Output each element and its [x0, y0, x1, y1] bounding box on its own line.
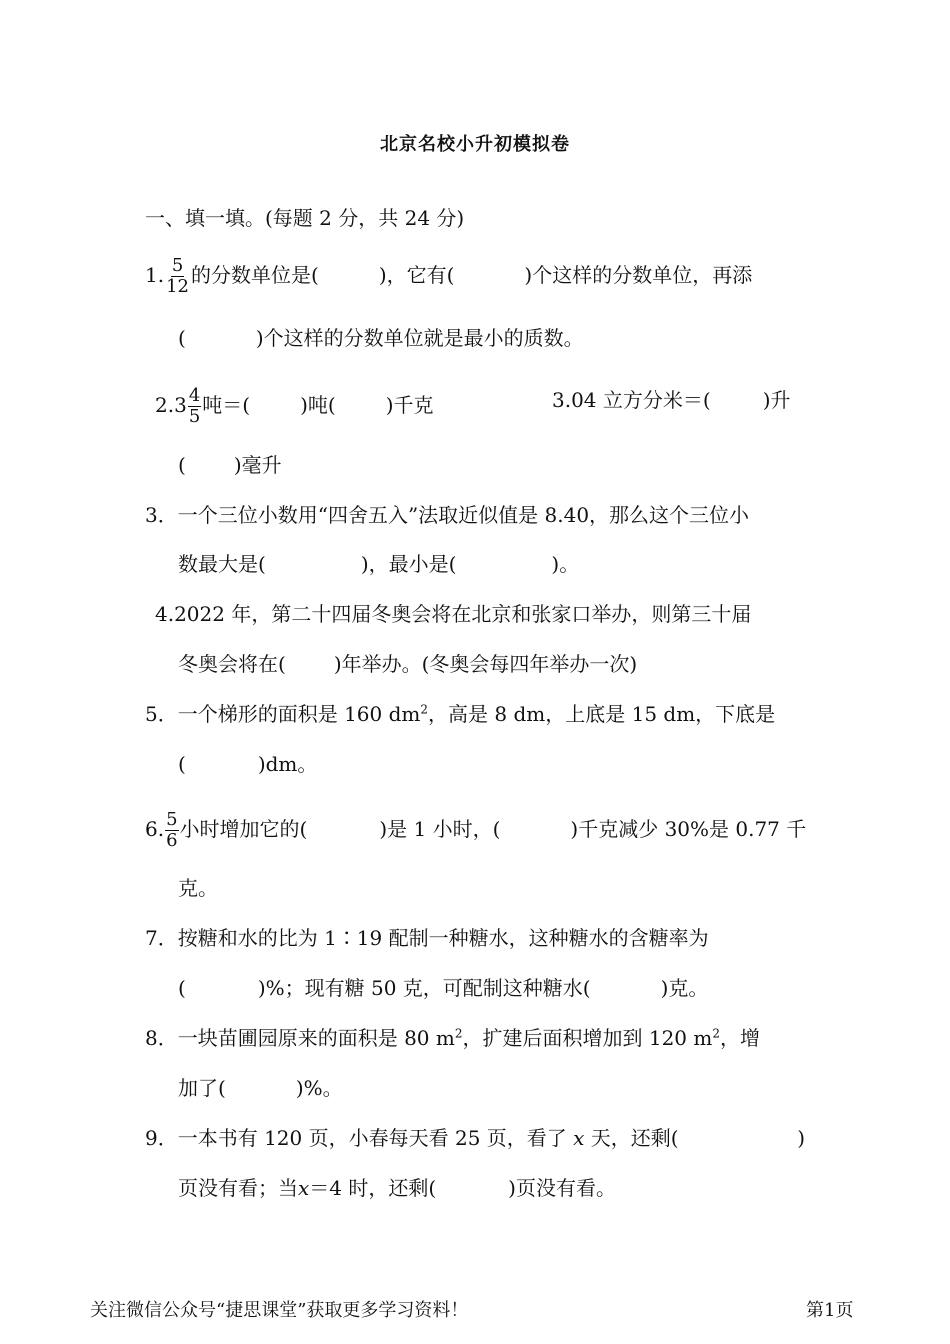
question-7-line-1: 7．按糖和水的比为 1∶19 配制一种糖水，这种糖水的含糖率为 — [145, 926, 709, 950]
text-segment: )，它有( — [378, 263, 455, 287]
text-segment: )克。 — [660, 976, 709, 1000]
variable-x: x — [298, 1176, 310, 1200]
question-7-line-2 — [178, 974, 708, 1002]
footer-promo: 关注微信公众号“捷思课堂”获取更多学习资料！ — [90, 1300, 469, 1321]
text-segment: 8．一块苗圃园原来的面积是 80 m — [145, 1026, 455, 1050]
fraction-numerator: 5 — [166, 809, 178, 830]
text-segment: )%。 — [295, 1076, 343, 1100]
text-segment: )个这样的分数单位，再添 — [524, 263, 753, 287]
text-segment: 5．一个梯形的面积是 160 dm — [145, 702, 421, 726]
text-segment: ( — [178, 326, 186, 350]
superscript: 2 — [454, 1026, 463, 1041]
question-1-line-1 — [145, 256, 805, 297]
text-segment: 9．一本书有 120 页，小春每天看 25 页，看了 — [145, 1126, 567, 1150]
text-segment: )页没有看。 — [508, 1176, 616, 1200]
text-segment: ＝4 时，还剩( — [309, 1176, 437, 1200]
question-5-line-1 — [145, 700, 775, 728]
question-6-line-1 — [145, 810, 805, 851]
question-2-line-1 — [155, 386, 434, 427]
fraction-numerator: 5 — [171, 255, 184, 276]
question-9-stem — [145, 1124, 679, 1152]
question-3-line-1: 3．一个三位小数用“四舍五入”法取近似值是 8.40，那么这个三位小 — [145, 503, 750, 527]
text-segment: ) — [797, 1126, 805, 1150]
text-segment: 加了( — [178, 1076, 226, 1100]
fraction-numerator: 4 — [188, 385, 201, 406]
fraction-denominator: 6 — [166, 830, 178, 851]
text-segment: 吨＝( — [202, 393, 251, 417]
text-segment: 数最大是( — [178, 552, 266, 576]
text-segment: ，高是 8 dm，上底是 15 dm，下底是 — [428, 702, 776, 726]
text-segment: )dm。 — [257, 752, 318, 776]
fraction-5-12 — [165, 256, 190, 297]
page-title: 北京名校小升初模拟卷 — [380, 134, 570, 155]
text-segment: ，扩建后面积增加到 120 m — [462, 1026, 713, 1050]
text-segment: )千克 — [385, 393, 434, 417]
question-5-line-2 — [178, 750, 317, 778]
question-9-line-2 — [178, 1174, 616, 1202]
text-segment: )%；现有糖 50 克，可配制这种糖水( — [257, 976, 591, 1000]
text-segment: 页没有看；当 — [178, 1176, 298, 1200]
text-segment: )是 1 小时，( — [379, 817, 501, 841]
text-segment: )，最小是( — [360, 552, 457, 576]
text-segment: 冬奥会将在( — [178, 652, 286, 676]
fraction-5-6 — [165, 810, 178, 851]
question-1-stem — [145, 256, 752, 297]
page-number: 第1页 — [806, 1300, 854, 1321]
text-segment: )个这样的分数单位就是最小的质数。 — [255, 326, 584, 350]
text-segment: 3.04 立方分米＝( — [552, 388, 711, 412]
question-8-line-1 — [145, 1024, 760, 1052]
superscript: 2 — [420, 702, 429, 717]
question-9-line-1 — [145, 1124, 805, 1152]
question-6-line-2: 克。 — [178, 876, 218, 900]
question-1-line-2 — [178, 324, 584, 352]
text-segment: )升 — [762, 388, 791, 412]
text-segment: )。 — [551, 552, 580, 576]
text-segment: ( — [178, 453, 186, 477]
text-segment: )毫升 — [233, 453, 282, 477]
question-8-line-2 — [178, 1074, 343, 1102]
question-number: 2.3 — [155, 393, 187, 417]
text-segment: ( — [178, 752, 186, 776]
question-3-line-2 — [178, 550, 579, 578]
text-segment: )年举办。(冬奥会每四年举办一次) — [333, 652, 638, 676]
fraction-denominator: 5 — [188, 406, 201, 427]
fraction-4-5 — [188, 386, 201, 427]
text-segment: 的分数单位是( — [191, 263, 319, 287]
text-segment: )千克减少 30%是 0.77 千 — [570, 817, 807, 841]
text-segment: ，增 — [720, 1026, 760, 1050]
question-2-volume — [552, 386, 791, 414]
superscript: 2 — [712, 1026, 720, 1041]
question-number: 6. — [145, 817, 165, 841]
section-heading: 一、填一填。(每题 2 分，共 24 分) — [145, 206, 465, 230]
text-segment: ( — [178, 976, 186, 1000]
text-segment: 天，还剩( — [590, 1126, 679, 1150]
question-2-line-2 — [178, 451, 282, 479]
question-4-line-2 — [178, 650, 637, 678]
question-4-line-1: 4.2022 年，第二十四届冬奥会将在北京和张家口举办，则第三十届 — [155, 602, 752, 626]
fraction-denominator: 12 — [166, 276, 189, 297]
variable-x: x — [573, 1126, 585, 1150]
question-6-stem — [145, 810, 806, 851]
text-segment: )吨( — [300, 393, 336, 417]
text-segment: 小时增加它的( — [179, 817, 308, 841]
question-number: 1. — [145, 263, 165, 287]
